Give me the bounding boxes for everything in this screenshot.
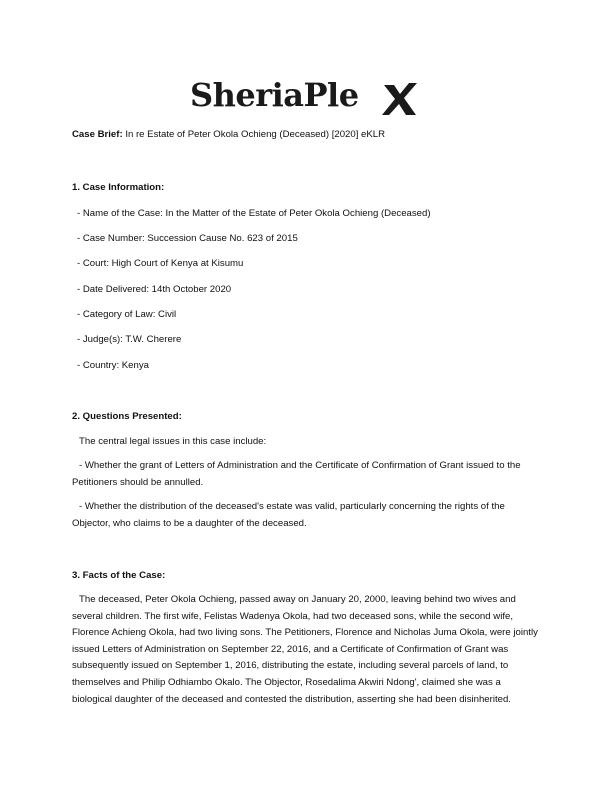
section-2-heading: 2. Questions Presented: — [72, 411, 182, 422]
case-info-number: - Case Number: Succession Cause No. 623 of 2015 — [77, 233, 298, 244]
sheriaplex-logo — [190, 76, 430, 120]
section-1-heading: 1. Case Information: — [72, 182, 165, 193]
facts-paragraph: The deceased, Peter Okola Ochieng, passed away on January 20, 2000, leaving behind two wives and several children. The first wife, Felistas Wadenya Okola, had two deceased sons, while the second wife, Florence Achieng Okola, had two living sons. The Petitioners, Florence and Nicholas Juma Okola, were jointly issued Letters of Administration on September 22, 2016, and a Certificate of Confirmation of Grant was subsequently issued on September 1, 2016, distributing the estate, including several parcels of land, to themselves and Philip Odhiambo Okalo. The Objector, Rosedalima Akwiri Ndong', claimed she was a biological daughter of the deceased and contested the distribution, asserting she had been disinherited. — [72, 594, 538, 705]
case-brief-line — [72, 129, 385, 141]
x-mark-icon — [382, 81, 418, 117]
case-info-category: - Category of Law: Civil — [77, 309, 177, 320]
question-point-2: - Whether the distribution of the deceased's estate was valid, particularly concerning the rights of the Objector, who claims to be a daughter of the deceased. — [72, 501, 505, 529]
logo-text: SheriaPle — [190, 76, 359, 114]
case-brief-title: In re Estate of Peter Okola Ochieng (Deceased) [2020] eKLR — [122, 129, 386, 140]
case-info-country: - Country: Kenya — [77, 360, 149, 371]
questions-intro: The central legal issues in this case include: — [79, 436, 267, 447]
case-info-court: - Court: High Court of Kenya at Kisumu — [77, 258, 244, 269]
question-point-1: - Whether the grant of Letters of Administration and the Certificate of Confirmation of Grant issued to the Petitioners should be annulled. — [72, 460, 521, 488]
case-brief-label: Case Brief: — [72, 129, 123, 140]
section-3-heading: 3. Facts of the Case: — [72, 570, 166, 581]
case-info-judges: - Judge(s): T.W. Cherere — [77, 334, 182, 345]
case-info-date: - Date Delivered: 14th October 2020 — [77, 284, 232, 295]
case-info-name: - Name of the Case: In the Matter of the Estate of Peter Okola Ochieng (Deceased) — [77, 208, 431, 219]
